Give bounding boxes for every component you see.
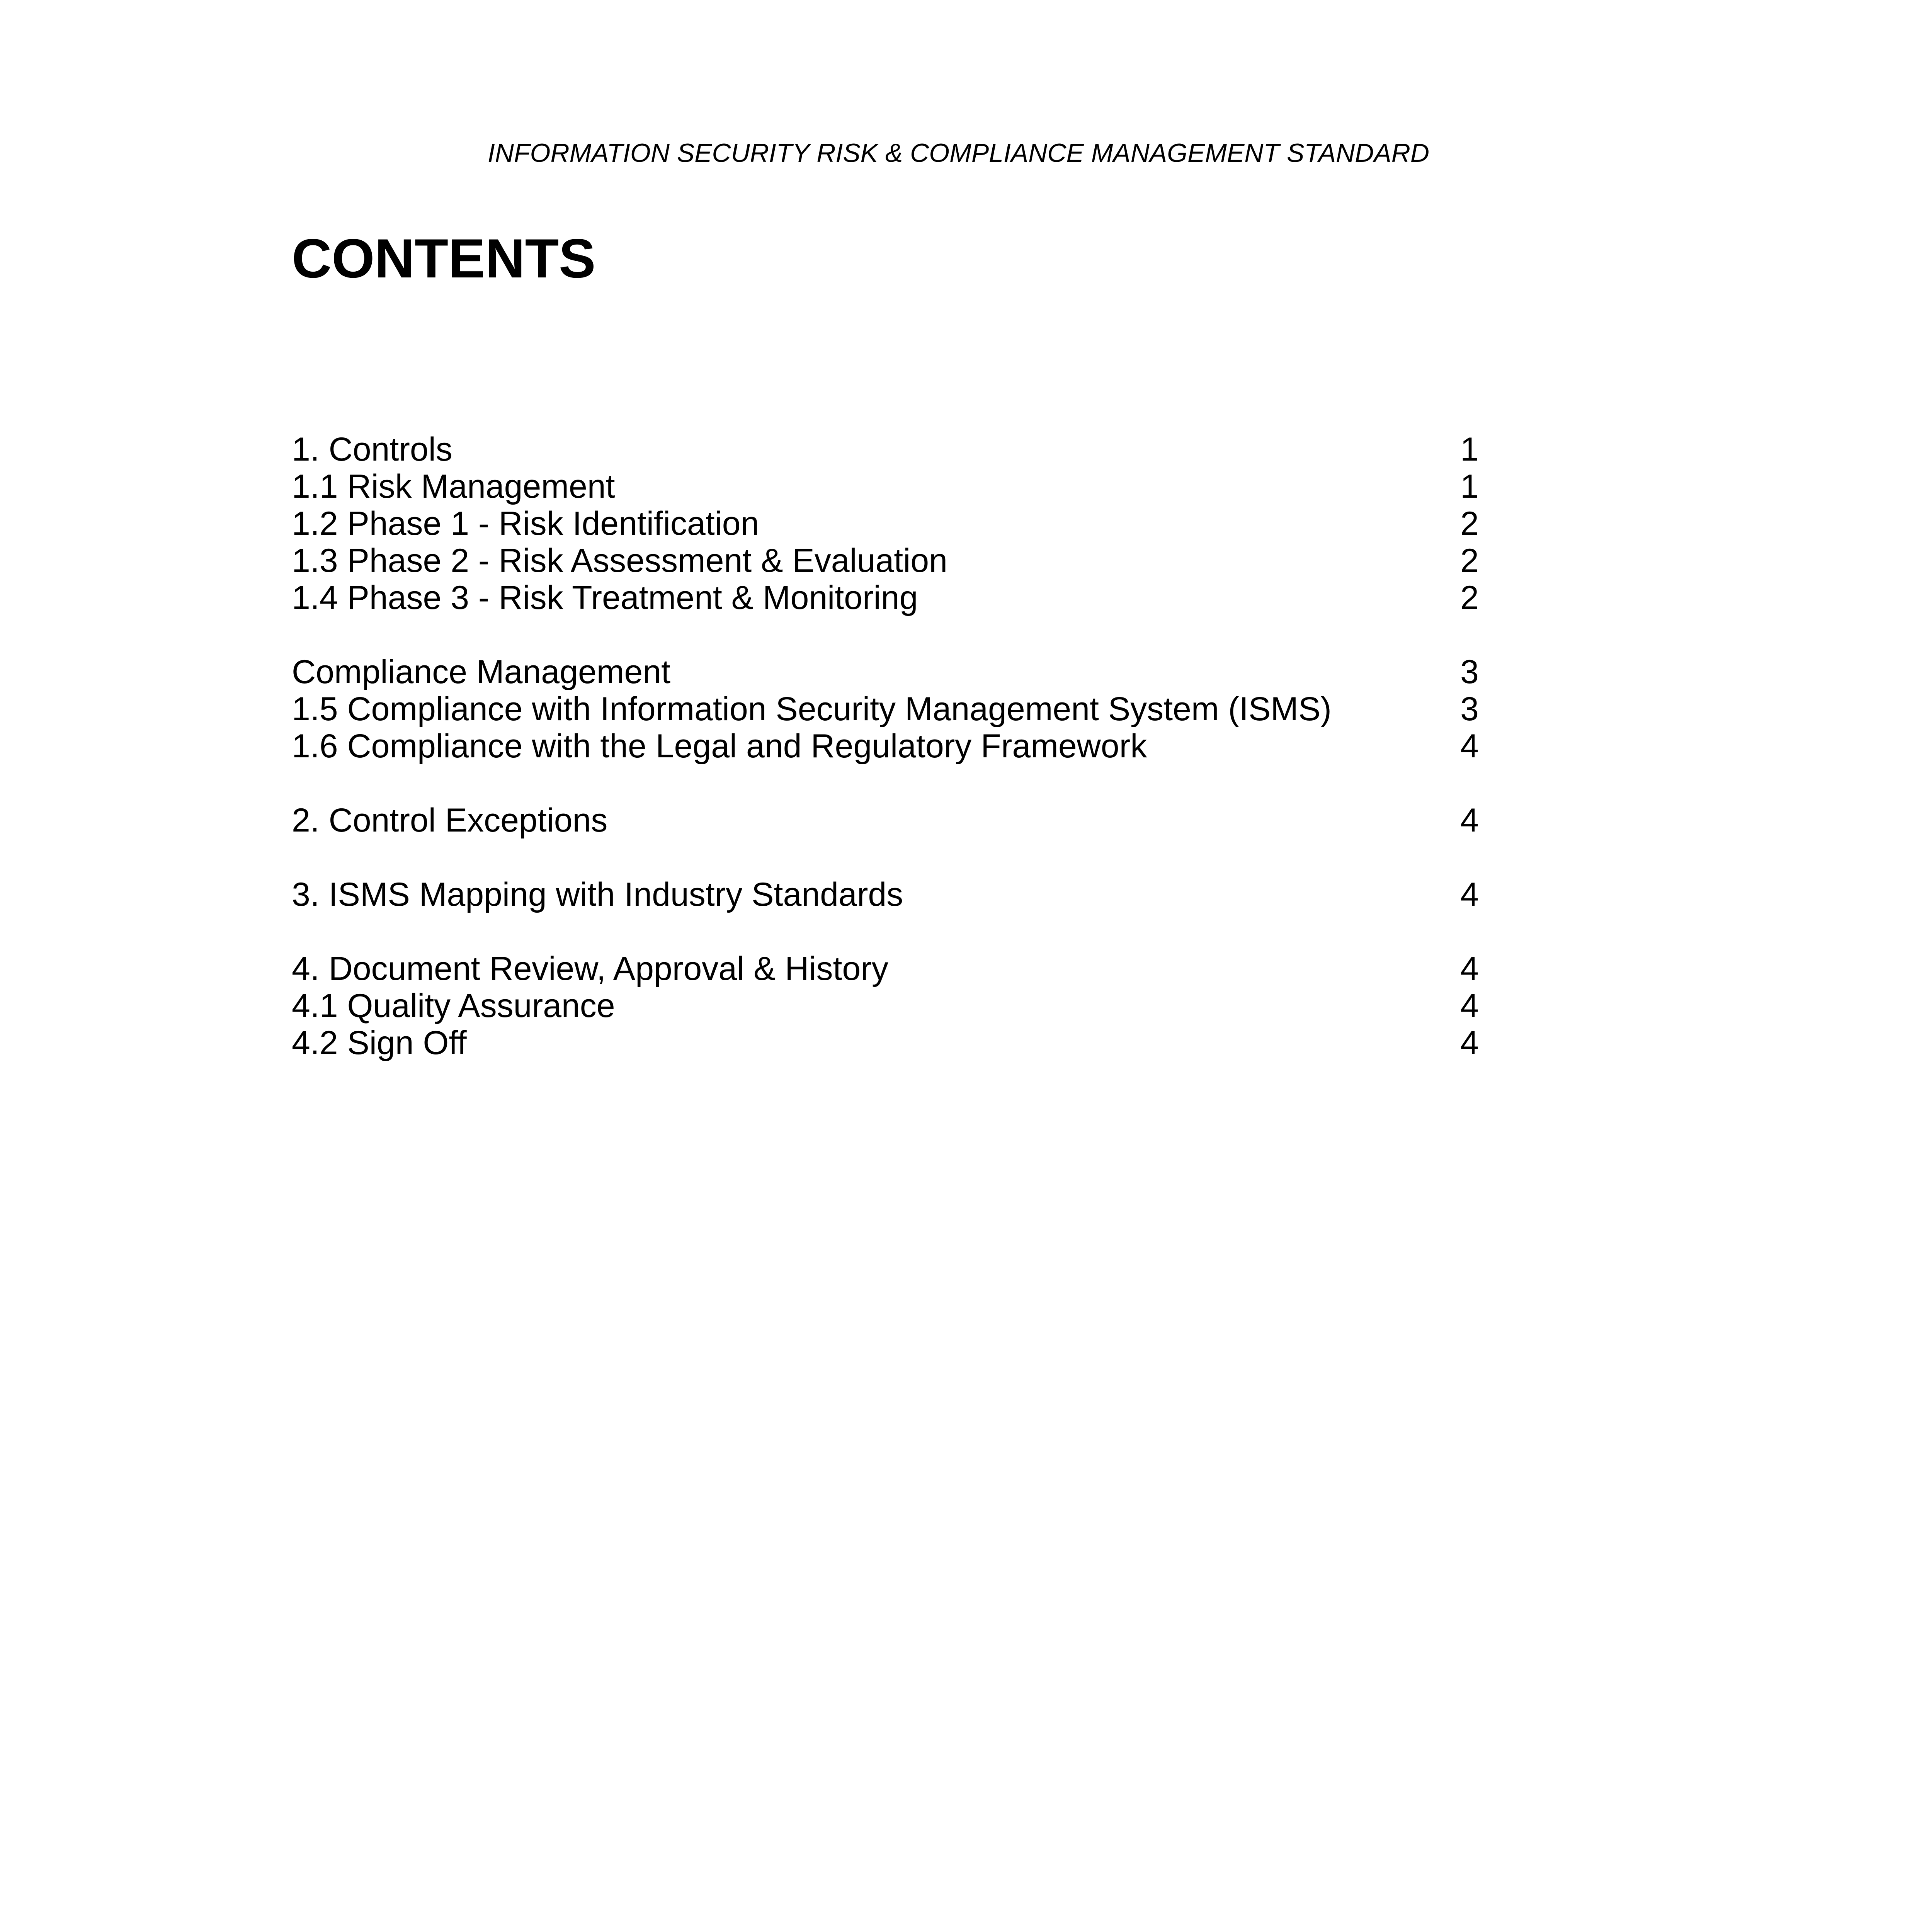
toc-entry-document-review[interactable]	[292, 950, 1479, 987]
toc-group-compliance	[292, 653, 1479, 765]
toc-group-exceptions	[292, 802, 1479, 839]
toc-entry-page: 3	[1460, 690, 1479, 728]
toc-entry-control-exceptions[interactable]	[292, 802, 1479, 839]
toc-entry-label: Compliance Management	[292, 653, 670, 690]
toc-entry-sign-off[interactable]	[292, 1024, 1479, 1061]
toc-entry-page: 1	[1460, 431, 1479, 468]
toc-entry-page: 1	[1460, 468, 1479, 505]
toc-group-controls	[292, 431, 1479, 616]
toc-entry-label: 1.4 Phase 3 - Risk Treatment & Monitoring	[292, 579, 918, 616]
toc-entry-page: 3	[1460, 653, 1479, 690]
toc-entry-page: 4	[1460, 950, 1479, 987]
toc-entry-page: 2	[1460, 542, 1479, 579]
toc-entry-label: 1.1 Risk Management	[292, 468, 615, 505]
toc-entry-label: 2. Control Exceptions	[292, 802, 608, 839]
toc-entry-label: 4.2 Sign Off	[292, 1024, 467, 1061]
toc-entry-page: 4	[1460, 1024, 1479, 1061]
toc-entry-isms-compliance[interactable]	[292, 690, 1479, 728]
toc-entry-page: 4	[1460, 802, 1479, 839]
table-of-contents	[292, 431, 1479, 1099]
running-header: INFORMATION SECURITY RISK & COMPLIANCE MANAGEMENT STANDARD	[488, 138, 1429, 168]
toc-entry-page: 2	[1460, 505, 1479, 542]
toc-entry-label: 1.5 Compliance with Information Security Management System (ISMS)	[292, 690, 1332, 728]
toc-entry-isms-mapping[interactable]	[292, 876, 1479, 913]
toc-entry-page: 4	[1460, 987, 1479, 1024]
toc-entry-page: 2	[1460, 579, 1479, 616]
toc-entry-label: 1.2 Phase 1 - Risk Identification	[292, 505, 759, 542]
toc-entry-risk-assessment[interactable]	[292, 542, 1479, 579]
toc-entry-label: 4.1 Quality Assurance	[292, 987, 615, 1024]
toc-entry-compliance-management[interactable]	[292, 653, 1479, 690]
toc-entry-label: 4. Document Review, Approval & History	[292, 950, 888, 987]
toc-group-mapping	[292, 876, 1479, 913]
toc-entry-quality-assurance[interactable]	[292, 987, 1479, 1024]
toc-entry-page: 4	[1460, 876, 1479, 913]
page-title: CONTENTS	[292, 228, 596, 289]
toc-entry-controls[interactable]	[292, 431, 1479, 468]
toc-entry-label: 3. ISMS Mapping with Industry Standards	[292, 876, 903, 913]
toc-entry-risk-identification[interactable]	[292, 505, 1479, 542]
toc-entry-legal-compliance[interactable]	[292, 728, 1479, 765]
toc-entry-risk-management[interactable]	[292, 468, 1479, 505]
toc-group-document-review	[292, 950, 1479, 1061]
toc-entry-label: 1. Controls	[292, 431, 452, 468]
toc-entry-risk-treatment[interactable]	[292, 579, 1479, 616]
toc-entry-label: 1.6 Compliance with the Legal and Regulatory Framework	[292, 728, 1147, 765]
toc-entry-label: 1.3 Phase 2 - Risk Assessment & Evaluation	[292, 542, 947, 579]
toc-entry-page: 4	[1460, 728, 1479, 765]
